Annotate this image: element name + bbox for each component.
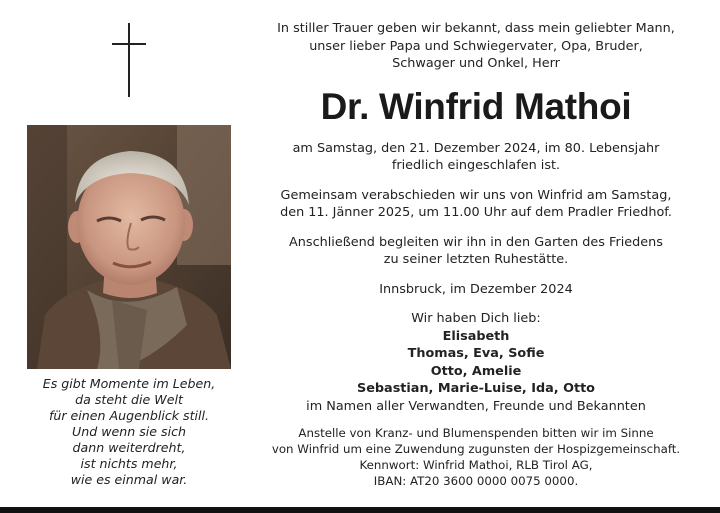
bottom-border [0,507,720,513]
intro-line: Schwager und Onkel, Herr [392,56,560,71]
donation-line: Kennwort: Winfrid Mathoi, RLB Tirol AG, [359,458,593,472]
poem-line: da steht die Welt [75,392,183,407]
place-date: Innsbruck, im Dezember 2024 [379,281,573,297]
poem-line: wie es einmal war. [70,472,188,487]
burial-line: zu seiner letzten Ruhestätte. [383,252,569,267]
deceased-name: Dr. Winfrid Mathoi [320,85,632,127]
notice-text [262,20,690,489]
relatives-line: im Namen aller Verwandten, Freunde und Bekannten [306,398,646,414]
poem-line: Und wenn sie sich [72,424,186,439]
family-member: Elisabeth [442,328,510,344]
poem-line: dann weiterdreht, [72,440,186,455]
portrait-photo [27,125,231,369]
farewell-line: Gemeinsam verabschieden wir uns von Winfrid am Samstag, [280,187,672,203]
cross-icon [112,23,146,99]
intro-line: In stiller Trauer geben wir bekannt, dass mein geliebter Mann, [277,21,675,36]
death-notice-line: friedlich eingeschlafen ist. [391,158,561,173]
donation-line: von Winfrid um eine Zuwendung zugunsten der Hospizgemeinschaft. [271,442,681,456]
donation-line: Anstelle von Kranz- und Blumenspenden bitten wir im Sinne [298,426,654,440]
family-member: Otto, Amelie [430,363,522,379]
family-member: Sebastian, Marie-Luise, Ida, Otto [357,381,595,396]
farewell-line: den 11. Jänner 2025, um 11.00 Uhr auf dem Pradler Friedhof. [280,205,672,220]
family-intro: Wir haben Dich lieb: [411,311,541,326]
poem [18,376,240,488]
poem-line: für einen Augenblick still. [48,408,210,423]
poem-line: Es gibt Momente im Leben, [42,376,216,391]
donation-line: IBAN: AT20 3600 0000 0075 0000. [373,474,579,488]
burial-line: Anschließend begleiten wir ihn in den Garten des Friedens [289,234,663,250]
family-member: Thomas, Eva, Sofie [407,346,545,361]
poem-line: ist nichts mehr, [80,456,178,471]
intro-line: unser lieber Papa und Schwiegervater, Opa, Bruder, [309,38,643,54]
death-notice-line: am Samstag, den 21. Dezember 2024, im 80. Lebensjahr [292,140,660,156]
